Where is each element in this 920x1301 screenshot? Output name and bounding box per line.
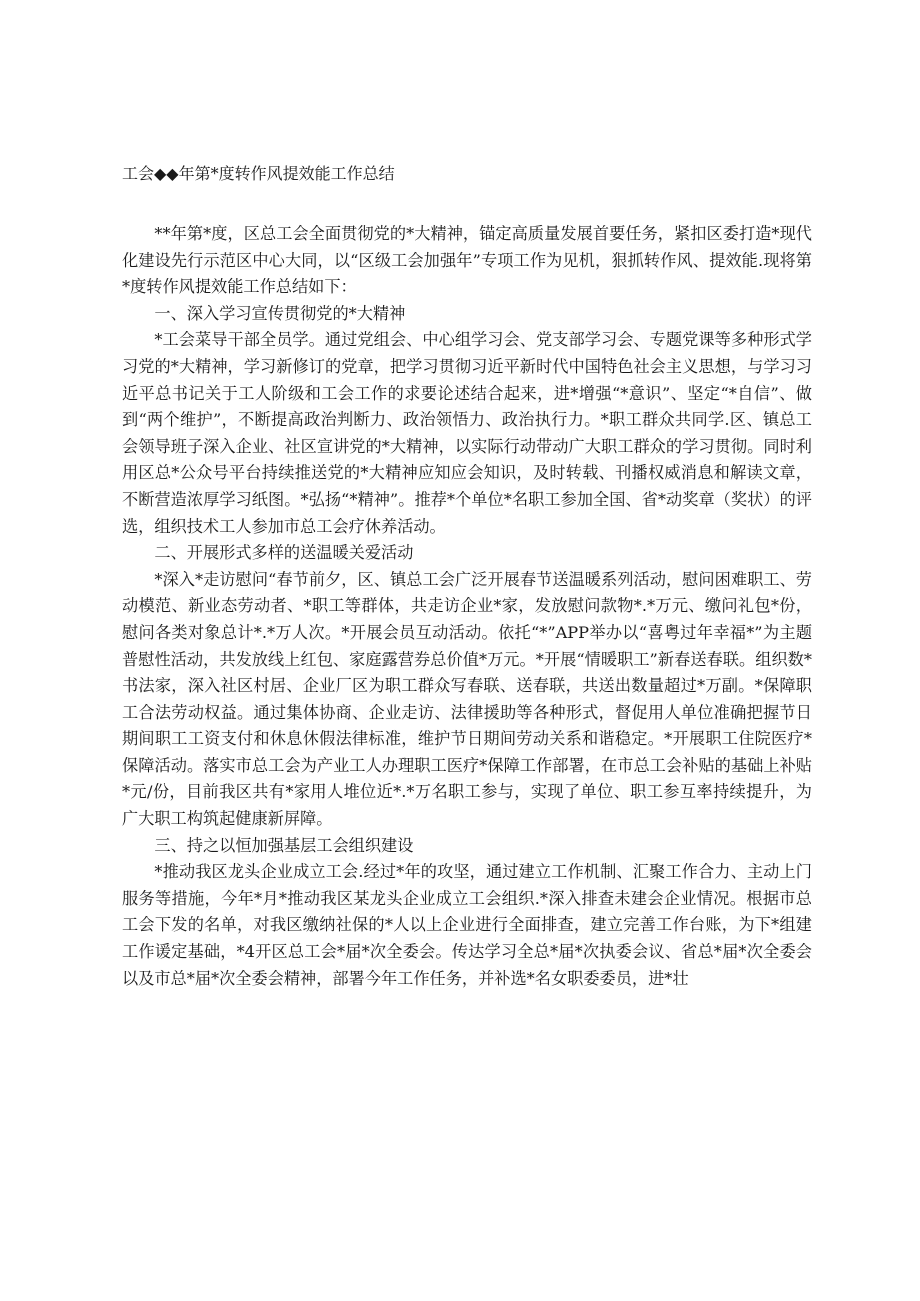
section-heading-1: 一、深入学习宣传贯彻党的*大精神 <box>154 303 406 323</box>
section-body-1: *工会菜导干部全员学。通过党组会、中心组学习会、党支部学习会、专题党课等多种形式学习党的*大精神，学习新修订的党章，把学习贯彻习近平新时代中国特色社会主义思想，与学习习近平总书记关于工人阶级和工会工作的求要论述结合起来，进*增强“*意识”、坚定“*自信”、做到“两个维护”，不断提高政治判断力、政治领悟力、政治执行力。*职工群众共同学.区、镇总工会领导班子深入企业、社区宣讲党的*大精神，以实际行动带动广大职工群众的学习贯彻。同时利用区总*公众号平台持续推送党的*大精神应知应会知识，及时转载、刊播权威消息和解读文章，不断营造浓厚学习纸图。*弘扬“*精神”。推荐*个单位*名职工参加全国、省*动奖章（奖状）的评选，组织技术工人参加市总工会疗休养活动。 <box>122 330 812 536</box>
document-title: 工会◆◆年第*度转作风提效能工作总结 <box>122 164 395 183</box>
section-body-2: *深入*走访慰问“春节前夕，区、镇总工会广泛开展春节送温暖系列活动，慰问困难职工、劳动模范、新业态劳动者、*职工等群体，共走访企业*家，发放慰问款物*.*万元、缴问礼包*份，慰问各类对象总计*.*万人次。*开展会员互动活动。依托“*”APP举办以“喜粤过年幸福*”为主题普慰性活动，共发放线上红包、家庭露营券总价值*万元。*开展“情暖职工”新春送春联。组织数*书法家，深入社区村居、企业厂区为职工群众写春联、送春联，共送出数量超过*万副。*保障职工合法劳动权益。通过集体协商、企业走访、法律援助等各种形式，督促用人单位准确把握节日期间职工工资支付和休息休假法律标准，维护节日期间劳动关系和谐稳定。*开展职工住院医疗*保障活动。落实市总工会为产业工人办理职工医疗*保障工作部署，在市总工会补贴的基础上补贴*元/份，目前我区共有*家用人堆位近*.*万名职工参与，实现了单位、职工参互率持续提升，为广大职工构筑起健康新屏障。 <box>122 569 812 829</box>
section-heading-3: 三、持之以恒加强基层工会组织建设 <box>154 835 414 855</box>
intro-paragraph: **年第*度，区总工会全面贯彻党的*大精神，锚定高质量发展首要任务，紧扣区委打造*现代化建设先行示范区中心大同，以“区级工会加强年”专项工作为见机，狠抓转作风、提效能.现将第*度转作风提效能工作总结如下： <box>122 224 812 297</box>
section-body-3: *推动我区龙头企业成立工会.经过*年的攻坚，通过建立工作机制、汇聚工作合力、主动上门服务等措施，今年*月*推动我区某龙头企业成立工会组织.*深入排查未建会企业情况。根据市总工会下发的名单，对我区缴纳社保的*人以上企业进行全面排查，建立完善工作台账，为下*组建工作谖定基础，*4开区总工会*届*次全委会。传达学习全总*届*次执委会议、省总*届*次全委会以及市总*届*次全委会精神，部署今年工作任务，并补选*名女职委委员，进*壮 <box>122 862 812 988</box>
document-body <box>122 221 812 992</box>
section-heading-2: 二、开展形式多样的送温暖关爱活动 <box>154 543 414 563</box>
